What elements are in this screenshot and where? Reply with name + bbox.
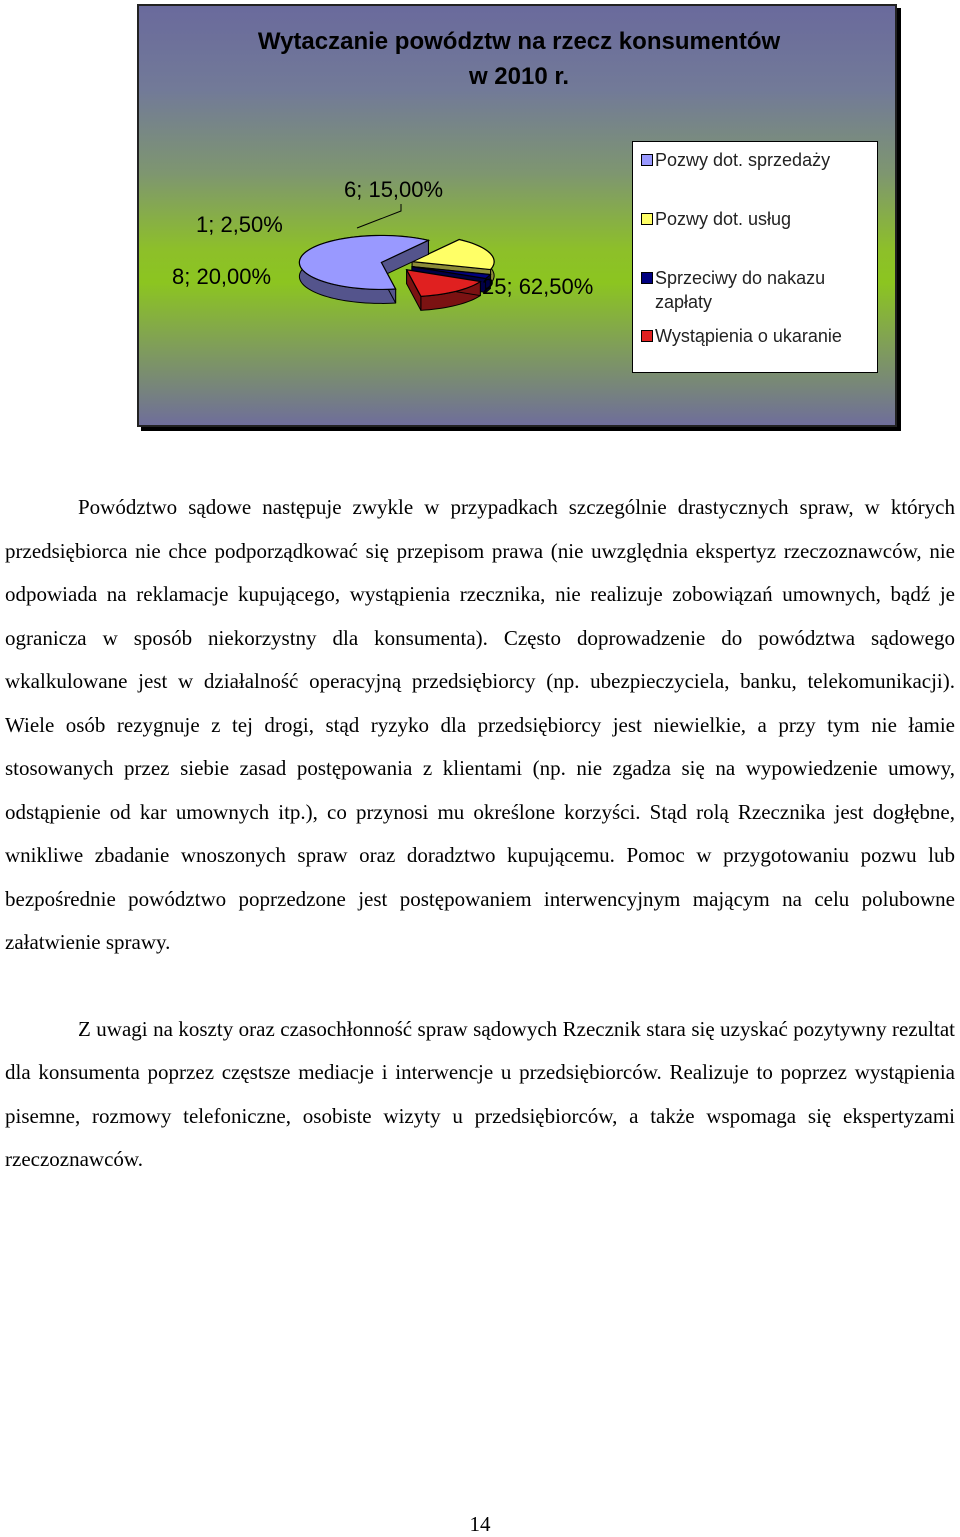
slice-sprzedaz: [299, 235, 428, 303]
paragraph: Z uwagi na koszty oraz czasochłonność spraw sądowych Rzecznik stara się uzyskać pozytywny rezultat dla konsumenta poprzez częstsze mediacje i interwencje u przedsiębiorców. Realizuje to poprzez wystąpienia pisemne, rozmowy telefoniczne, osobiste wizyty u przedsiębiorców, a także wspomaga się ekspertyzami rzeczoznawców.: [5, 1016, 955, 1171]
legend-swatch-icon: [641, 272, 653, 284]
data-label-sprzedaz: 25; 62,50%: [482, 274, 594, 299]
legend-swatch-icon: [641, 330, 653, 342]
legend-item-uslug: [655, 207, 870, 231]
legend-swatch-icon: [641, 154, 653, 166]
data-label-uslug: 8; 20,00%: [172, 264, 272, 289]
legend-item-sprzeciwy: [655, 266, 870, 314]
legend-label: Wystąpienia o ukaranie: [655, 326, 842, 346]
legend-swatch-icon: [641, 213, 653, 225]
chart-title: Wytaczanie powództw na rzecz konsumentów w 2010 r.: [257, 28, 781, 90]
data-label-sprzeciwy: 1; 2,50%: [196, 212, 283, 237]
leader-line: [357, 204, 401, 228]
document-body: [5, 486, 955, 1182]
legend-label: Pozwy dot. usług: [655, 209, 792, 229]
page-number: 14: [469, 1512, 491, 1536]
legend-label: Sprzeciwy do nakazu zapłaty: [655, 268, 826, 312]
chart-legend: [632, 141, 878, 373]
paragraph: Powództwo sądowe następuje zwykle w przypadkach szczególnie drastycznych spraw, w których przedsiębiorca nie chce podporządkować się przepisom prawa (nie uwzględnia ekspertyz rzeczoznawców, nie odpowiada na reklamacje kupującego, wystąpienia rzecznika, nie realizuje zobowiązań umownych, bądź je ogranicza w sposób niekorzystny dla konsumenta). Często doprowadzenie do powództwa sądowego wkalkulowane jest w działalność operacyjną przedsiębiorcy (np. ubezpieczyciela, banku, telekomunikacji). Wiele osób rezygnuje z tej drogi, stąd ryzyko dla przedsiębiorcy jest niewielkie, a przy tym nie łamie stosowanych przez siebie zasad postępowania z klientami (np. nie zgadza się na wypowiedzenie umowy, odstąpienie od kar umownych itp.), co przynosi mu określone korzyści. Stąd rolą Rzecznika jest dogłębne, wnikliwe zbadanie wnoszonych spraw oraz doradztwo kupującemu. Pomoc w przygotowaniu pozwu lub bezpośrednie powództwo poprzedzone jest postępowaniem interwencyjnym mającym na celu polubowne załatwienie sprawy.: [5, 495, 955, 954]
chart-frame: [137, 4, 897, 427]
data-label-ukaranie: 6; 15,00%: [344, 177, 444, 202]
legend-item-sprzedaz: [655, 148, 870, 172]
legend-label: Pozwy dot. sprzedaży: [655, 150, 831, 170]
legend-item-ukaranie: [655, 324, 870, 348]
